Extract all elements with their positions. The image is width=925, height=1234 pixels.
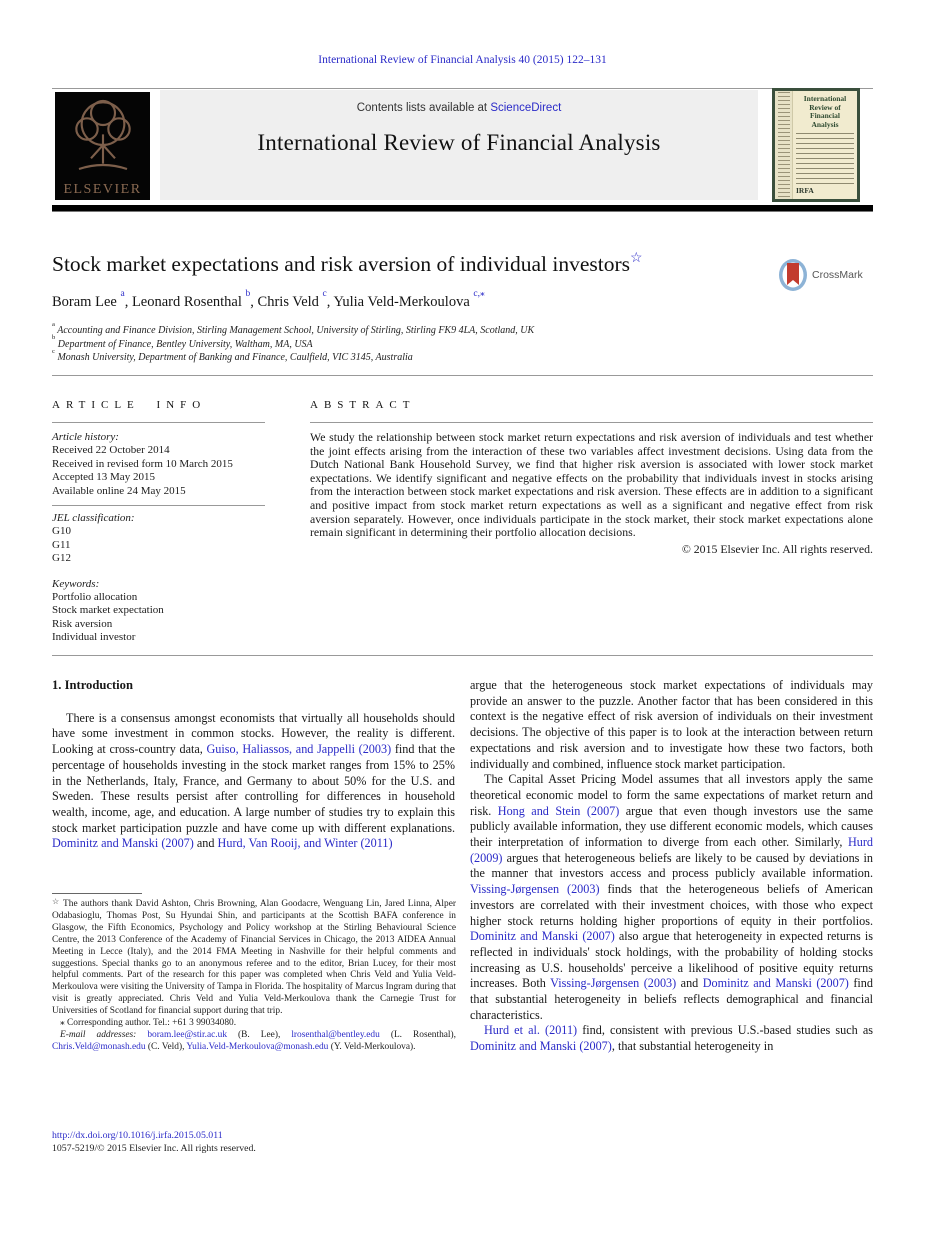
header-rule <box>52 88 873 89</box>
email-link[interactable]: boram.lee@stir.ac.uk <box>147 1029 228 1040</box>
text-segment: The Capital Asset Pricing Model assumes that all investors apply the same theoretical economic model to form the same expectations of market return and risk. <box>470 772 873 818</box>
journal-reference: International Review of Financial Analysis 40 (2015) 122–131 <box>318 54 607 66</box>
body-paragraph: argue that the heterogeneous stock market expectations of individuals may provide an answer to the puzzle. Another factor that has been considered in this context is the negative effect of risk aversion of individuals on their investment decisions. The objective of this paper is to look at the interaction between return expectations and risk aversion and to investigate how these two factors, both individually and combined, influence stock market participation. <box>470 678 873 771</box>
citation-link[interactable]: Dominitz and Manski (2007) <box>470 1039 612 1054</box>
footer <box>52 1129 256 1155</box>
abstract-heading: ABSTRACT <box>310 399 416 411</box>
history-item: Accepted 13 May 2015 <box>52 471 155 484</box>
abstract-copyright: © 2015 Elsevier Inc. All rights reserved. <box>681 541 873 556</box>
text-segment: b <box>52 334 56 342</box>
jel-code: G10 <box>52 525 71 538</box>
footnote-rule <box>52 893 142 894</box>
intro-paragraph <box>52 711 455 852</box>
text-segment: (Y. Veld-Merkoulova). <box>328 1041 416 1052</box>
text-segment: a <box>52 320 55 328</box>
citation-link[interactable]: Dominitz and Manski (2007) <box>702 976 849 991</box>
email-addresses <box>52 1030 456 1054</box>
text-segment: There is a consensus amongst economists that virtually all households should have some investment in common stocks. However, the reality is different. Looking at cross-country data, <box>52 710 455 757</box>
crossmark-label: CrossMark <box>812 269 863 281</box>
citation-link[interactable]: Vissing-Jørgensen (2003) <box>550 976 677 991</box>
cover-title: International Review of Financial Analysis <box>803 94 847 129</box>
text-segment: (B. Lee), <box>227 1029 292 1040</box>
text-segment: find that the percentage of households investing in the stock market ranges from 15% to 25% in the Netherlands, Italy, France, and Germany to about 50% for the U.S. and Sweden. These results persist after controlling for differences in household wealth, income, age, and education. A large number of studies try to explain this stock market participation puzzle and have come up with different explanations. <box>52 742 455 835</box>
text-segment: , Yulia Veld-Merkoulova <box>326 294 474 310</box>
email-link[interactable]: lrosenthal@bentley.edu <box>291 1029 380 1040</box>
elsevier-wordmark: ELSEVIER <box>63 182 142 197</box>
keyword: Stock market expectation <box>52 604 164 617</box>
text-segment: find that substantial heterogeneity in beliefs reflects demographical and financial characteristics. <box>470 976 873 1022</box>
text-segment: Boram Lee <box>52 294 121 310</box>
author-affil-link[interactable]: c,⁎ <box>473 287 485 299</box>
text-segment: (C. Veld), <box>145 1041 187 1052</box>
info-heading-rule <box>52 422 265 423</box>
contents-prefix: Contents lists available at <box>356 102 491 114</box>
text-segment: finds that the heterogeneous beliefs of American investors are correlated with their investment choices, with those who expect higher stock returns holding higher proportions of equity in their portfolios. <box>470 882 873 928</box>
abstract-heading-rule <box>310 422 873 423</box>
author-line <box>52 287 812 311</box>
email-link[interactable]: Yulia.Veld-Merkoulova@monash.edu <box>186 1041 329 1052</box>
text-segment: also argue that heterogeneity in expected returns is reflected in individuals' stock holdings, with the probability of holding stocks increasing as U.S. households' perceive a likelihood of positive equity returns increases. Both <box>470 929 873 991</box>
text-segment: find, consistent with previous U.S.-based studies such as <box>577 1023 873 1038</box>
body-column-right <box>470 678 873 1055</box>
banner-journal-title: International Review of Financial Analysis <box>257 130 661 155</box>
affiliation-a <box>52 320 832 338</box>
journal-banner <box>160 90 758 200</box>
text-segment: Department of Finance, Bentley University, Waltham, MA, USA <box>55 338 313 350</box>
banner-divider-bar <box>52 205 873 212</box>
body-paragraph <box>470 1023 873 1054</box>
body-column-left <box>52 678 455 852</box>
keywords-label: Keywords: <box>52 577 100 590</box>
jel-code: G12 <box>52 552 71 565</box>
text-segment: , that substantial heterogeneity in <box>611 1039 774 1054</box>
abstract-text: We study the relationship between stock market return expectations and risk aversion of individuals and test whether the joint effects arising from the interaction of these two variables affect investment decisions. Using data from the Dutch National Bank Household Survey, we find that higher risk aversion is associated with lower stock market expectations. We identify significant and negative effects on the probability that individuals invest in stocks arising from the interaction between stock market expectations and risk aversion. These effects are in addition to a significant and positive impact from stock market return expectations as well as a significant and negative effect from risk aversion separately. However, once individuals participate in the stock market, their stock market expectations alone remain significant in determining their portfolio allocation decisions. <box>310 430 873 540</box>
cover-side-strip <box>775 91 793 199</box>
article-title: Stock market expectations and risk aversion of individual investors☆ <box>52 251 643 276</box>
history-item: Received 22 October 2014 <box>52 444 170 457</box>
elsevier-logo[interactable] <box>55 92 150 200</box>
affiliations <box>52 320 832 366</box>
text-segment: argues that heterogeneous beliefs are likely to be caused by deviations in the manner that investors access and process publicly available information. <box>470 850 873 881</box>
citation-link[interactable]: Vissing-Jørgensen (2003) <box>470 882 600 897</box>
text-segment: Accounting and Finance Division, Stirling Management School, University of Stirling, Stirling FK9 4LA, Scotland, UK <box>54 325 535 336</box>
email-link[interactable]: Chris.Veld@monash.edu <box>52 1041 146 1052</box>
info-divider <box>52 505 265 506</box>
section-1-heading: 1. Introduction <box>52 678 133 692</box>
citation-link[interactable]: Dominitz and Manski (2007) <box>470 929 615 944</box>
citation-link[interactable]: Hong and Stein (2007) <box>497 803 620 818</box>
abstract-panel <box>310 431 873 556</box>
text-segment: E-mail addresses: <box>60 1029 148 1040</box>
text-segment: Monash University, Department of Banking and Finance, Caulfield, VIC 3145, Australia <box>54 352 413 363</box>
crossmark-badge[interactable] <box>778 258 870 292</box>
title-footnote-star[interactable]: ☆ <box>629 251 643 266</box>
citation-link[interactable]: Hurd, Van Rooij, and Winter (2011) <box>217 836 393 851</box>
author-affil-link[interactable]: b <box>245 287 251 299</box>
footnote-star: ☆ <box>52 897 61 906</box>
citation-link[interactable]: Hurd et al. (2011) <box>484 1023 578 1038</box>
footnote-block <box>52 893 456 1054</box>
author-affil-link[interactable]: a <box>120 287 125 299</box>
history-item: Received in revised form 10 March 2015 <box>52 457 233 470</box>
history-item: Available online 24 May 2015 <box>52 484 186 497</box>
affiliation-b <box>52 334 832 352</box>
affiliation-c <box>52 347 832 365</box>
text-segment: , Chris Veld <box>250 294 323 310</box>
text-segment: c <box>52 347 55 355</box>
journal-cover-thumbnail[interactable] <box>772 88 860 202</box>
article-info-panel <box>52 431 265 645</box>
info-top-rule <box>52 375 873 376</box>
citation-link[interactable]: Dominitz and Manski (2007) <box>52 836 194 851</box>
crossmark-icon <box>778 258 808 292</box>
issn-copyright-line: 1057-5219/© 2015 Elsevier Inc. All rights reserved. <box>52 1143 256 1154</box>
text-segment: argue that even though investors use the same publicly available information, they use different economic models, which causes their interpretation of information to diverge from each other. Similarly, <box>470 803 874 850</box>
cover-article-list <box>796 133 854 186</box>
sciencedirect-link[interactable]: ScienceDirect <box>490 102 562 114</box>
body-paragraph <box>470 772 873 1023</box>
jel-label: JEL classification: <box>52 512 135 525</box>
author-affil-link[interactable]: c <box>322 287 327 299</box>
text-segment: and <box>676 976 703 991</box>
jel-code: G11 <box>52 538 71 551</box>
elsevier-tree-icon <box>63 94 143 180</box>
citation-link[interactable]: Guiso, Haliassos, and Jappelli (2003) <box>206 742 392 757</box>
keyword: Individual investor <box>52 631 136 644</box>
citation-link[interactable]: Hurd (2009) <box>470 835 873 865</box>
abstract-bottom-rule <box>52 655 873 656</box>
article-info-heading: ARTICLE INFO <box>52 399 207 411</box>
doi-link[interactable]: http://dx.doi.org/10.1016/j.irfa.2015.05.011 <box>52 1130 223 1141</box>
text-segment: (L. Rosenthal), <box>379 1029 456 1040</box>
history-label: Article history: <box>52 431 119 443</box>
acknowledgement-footnote: ☆ The authors thank David Ashton, Chris Browning, Alan Goodacre, Wenguang Lin, Jared Linna, Alper Odabasioglu, Thomas Post, Su Hyundai Shin, and participants at the Scottish BAFA conference in Glasgow, the Fifth Economics, Psychology and Policy workshop at the Stirling Behavioural Science Centre, the 2013 Conference of the Academy of Financial Services in Chicago, the 2013 AIDEA Annual Meeting in Lecce (Italy), and the 2014 FMA Meeting in Nashville for their helpful comments and suggestions. Special thanks go to an anonymous referee and to the editor, Brian Lucey, for their most helpful comments. Part of the research for this paper was completed when Chris Veld and Yulia Veld-Merkoulova were visiting the University of Tampa in Florida. The hospitality of Marcus Ingram during that visit is greatly appreciated. Chris Veld and Yulia Veld-Merkoulova thank the Carnegie Trust for Universities of Scotland for financial support during that trip. <box>52 897 456 1017</box>
text-segment: and <box>193 836 218 851</box>
text-segment: , Leonard Rosenthal <box>124 294 246 310</box>
cover-irfa-logo: IRFA <box>796 186 814 195</box>
corresponding-author-note: ⁎ Corresponding author. Tel.: +61 3 99034080. <box>60 1018 237 1029</box>
keyword: Portfolio allocation <box>52 591 138 604</box>
contents-line <box>160 102 758 114</box>
keyword: Risk aversion <box>52 617 113 630</box>
